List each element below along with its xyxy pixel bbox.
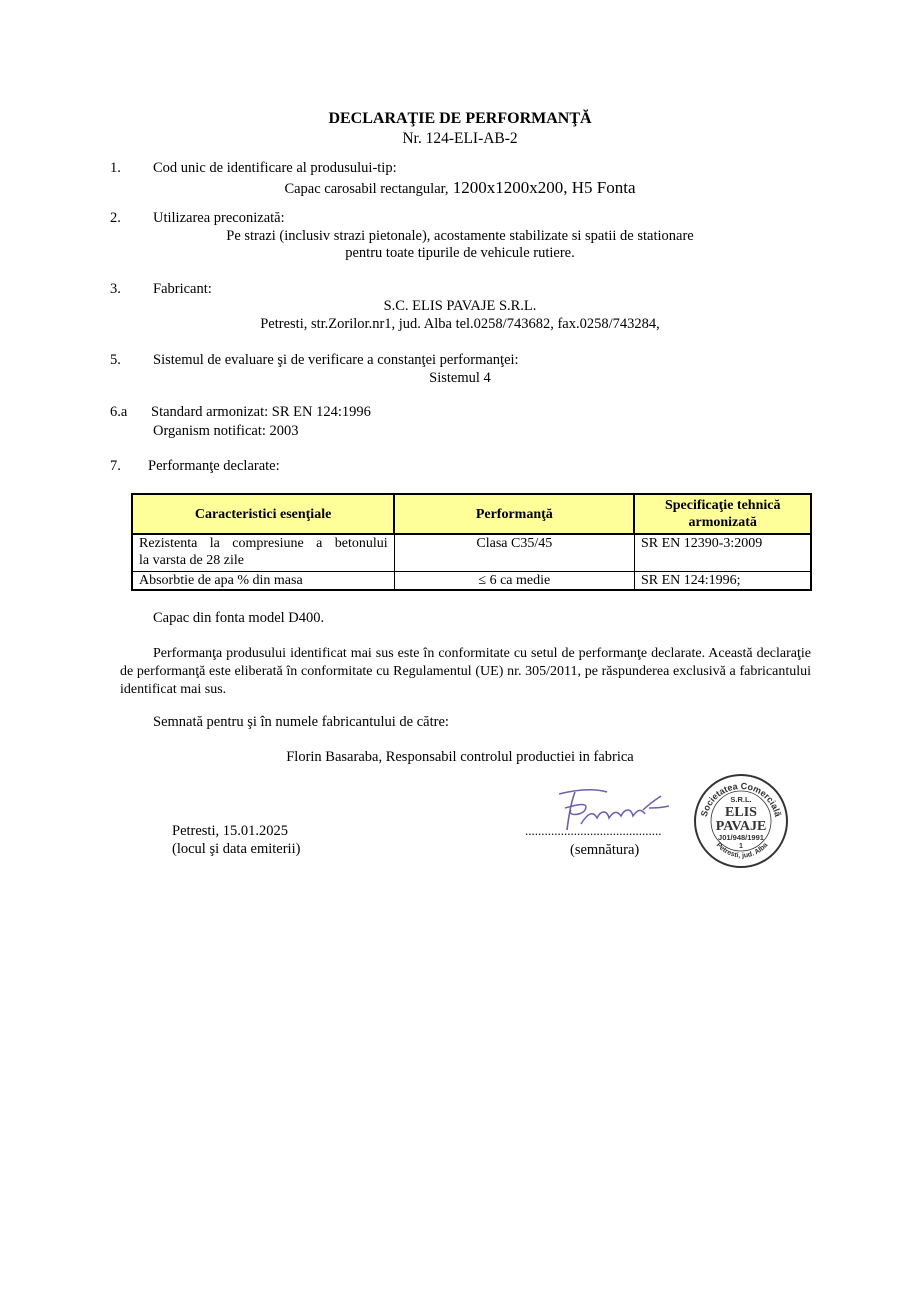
section-3-label: Fabricant: xyxy=(153,281,212,297)
stamp-ring-text: Societatea Comercială xyxy=(698,780,784,818)
product-type: Capac carosabil rectangular, xyxy=(284,181,449,197)
header-characteristics: Caracteristici esenţiale xyxy=(132,494,394,534)
stamp-name-2: PAVAJE xyxy=(715,819,767,834)
signatory-name: Florin Basaraba, Responsabil controlul productiei in fabrica xyxy=(286,749,634,765)
document-number: Nr. 124-ELI-AB-2 xyxy=(402,130,518,147)
stamp-registration: J01/948/1991 xyxy=(718,833,764,842)
section-5-label: Sistemul de evaluare şi de verificare a constanţei performanţei: xyxy=(153,352,519,368)
issue-place-date: Petresti, 15.01.2025 xyxy=(172,823,288,839)
section-1-label: Cod unic de identificare al produsului-tip: xyxy=(153,160,397,176)
assessment-system: Sistemul 4 xyxy=(429,370,491,386)
stamp-name-1: ELIS xyxy=(725,805,757,820)
issue-place-date-caption: (locul şi data emiterii) xyxy=(172,841,301,857)
characteristic-cell xyxy=(132,534,394,572)
manufacturer-address: Petresti, str.Zorilor.nr1, jud. Alba tel.0258/743682, fax.0258/743284, xyxy=(260,316,660,332)
section-3-number: 3. xyxy=(110,281,121,297)
document-title: DECLARAŢIE DE PERFORMANŢĂ xyxy=(328,110,592,127)
product-dimensions: 1200x1200x200, H5 Fonta xyxy=(448,178,636,197)
stamp-location: Petresti, jud. Alba xyxy=(714,841,770,860)
signed-for-statement: Semnată pentru şi în numele fabricantului de către: xyxy=(153,714,449,730)
handwritten-signature xyxy=(545,780,675,835)
stamp-one: 1 xyxy=(739,843,743,850)
table-row xyxy=(132,572,811,591)
intended-use-line-1: Pe strazi (inclusiv strazi pietonale), acostamente stabilizate si spatii de stationare xyxy=(226,228,694,244)
manufacturer-name: S.C. ELIS PAVAJE S.R.L. xyxy=(383,298,537,314)
specification-cell: SR EN 124:1996; xyxy=(634,572,811,591)
section-2-label: Utilizarea preconizată: xyxy=(153,210,285,226)
header-performance: Performanţă xyxy=(394,494,634,534)
header-specification-line-2: armonizată xyxy=(688,515,757,530)
characteristic-line-2: la varsta de 28 zile xyxy=(139,553,244,568)
company-stamp xyxy=(692,772,790,870)
product-note: Capac din fonta model D400. xyxy=(153,610,325,626)
signature-caption: (semnătura) xyxy=(570,842,640,858)
section-7-number: 7. xyxy=(110,458,121,474)
characteristic-cell: Absorbtie de apa % din masa xyxy=(132,572,394,591)
performance-cell: ≤ 6 ca medie xyxy=(394,572,634,591)
intended-use-line-2: pentru toate tipurile de vehicule rutiere. xyxy=(345,245,575,261)
section-1-number: 1. xyxy=(110,160,121,176)
notified-body: Organism notificat: 2003 xyxy=(153,423,299,439)
signature-line: .......................................... xyxy=(525,823,662,838)
specification-cell: SR EN 12390-3:2009 xyxy=(634,534,811,572)
performance-table xyxy=(131,493,812,591)
conformity-statement: Performanţa produsului identificat mai sus este în conformitate cu setul de performanţe declarate. Această declaraţie de performanţă este eliberată în conformitate cu Regulamentul (UE) nr. 305/2011, pe răspunderea exclusivă a fabricantului identificat mai sus. xyxy=(120,646,811,697)
characteristic-line-1: Rezistenta la compresiune a betonului xyxy=(139,536,388,551)
performance-cell: Clasa C35/45 xyxy=(394,534,634,572)
header-specification xyxy=(634,494,811,534)
section-2-number: 2. xyxy=(110,210,121,226)
section-6a-number: 6.a xyxy=(110,404,128,420)
harmonised-standard: Standard armonizat: SR EN 124:1996 xyxy=(151,404,371,420)
table-header-row xyxy=(132,494,811,534)
section-7-label: Performanţe declarate: xyxy=(148,458,280,474)
stamp-srl: S.R.L. xyxy=(730,795,752,804)
section-5-number: 5. xyxy=(110,352,121,368)
table-row xyxy=(132,534,811,572)
product-identifier xyxy=(0,178,920,198)
header-specification-line-1: Specificaţie tehnică xyxy=(664,498,781,513)
